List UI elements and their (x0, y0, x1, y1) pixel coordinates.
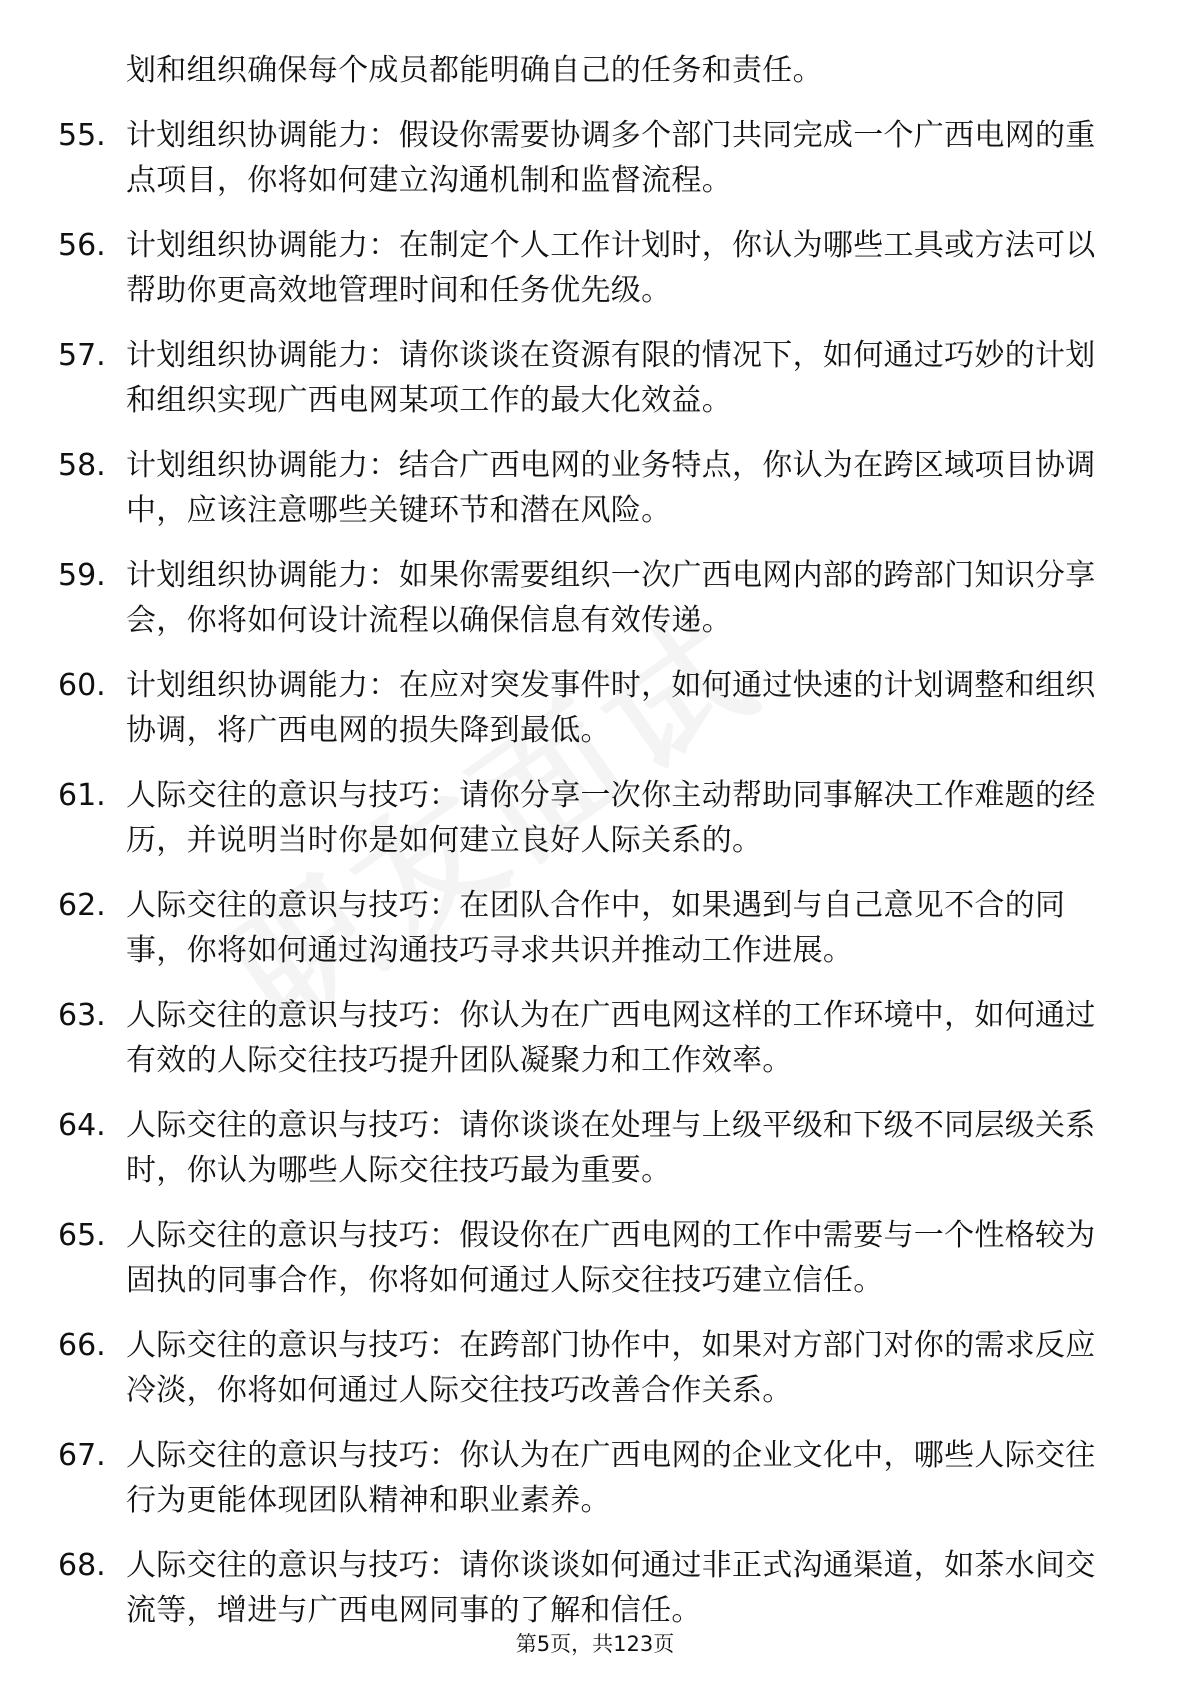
question-number: 65. (58, 1218, 106, 1253)
question-text: 计划组织协调能力：在制定个人工作计划时，你认为哪些工具或方法可以帮助你更高效地管理时间和任务优先级。 (126, 228, 1096, 308)
question-item-66 (58, 1323, 1118, 1413)
question-number: 63. (58, 998, 106, 1033)
question-number: 55. (58, 118, 106, 153)
question-number: 59. (58, 558, 106, 593)
question-item-60 (58, 663, 1118, 753)
continuation-item (58, 48, 1118, 93)
question-text: 人际交往的意识与技巧：你认为在广西电网的企业文化中，哪些人际交往行为更能体现团队精神和职业素养。 (126, 1438, 1096, 1518)
question-text: 人际交往的意识与技巧：请你谈谈如何通过非正式沟通渠道，如茶水间交流等，增进与广西电网同事的了解和信任。 (126, 1548, 1096, 1628)
question-item-67 (58, 1433, 1118, 1523)
question-number: 60. (58, 668, 106, 703)
question-text: 计划组织协调能力：请你谈谈在资源有限的情况下，如何通过巧妙的计划和组织实现广西电网某项工作的最大化效益。 (126, 338, 1096, 418)
question-item-55 (58, 113, 1118, 203)
question-item-62 (58, 883, 1118, 973)
question-item-56 (58, 223, 1118, 313)
question-text: 计划组织协调能力：假设你需要协调多个部门共同完成一个广西电网的重点项目，你将如何建立沟通机制和监督流程。 (126, 118, 1096, 198)
question-number: 66. (58, 1328, 106, 1363)
question-item-65 (58, 1213, 1118, 1303)
page-footer: 第5页，共123页 (515, 1632, 675, 1656)
question-list (58, 48, 1118, 1633)
question-number: 57. (58, 338, 106, 373)
question-number: 67. (58, 1438, 106, 1473)
question-item-68 (58, 1543, 1118, 1633)
question-item-64 (58, 1103, 1118, 1193)
question-number: 64. (58, 1108, 106, 1143)
question-number: 68. (58, 1548, 106, 1583)
question-item-61 (58, 773, 1118, 863)
question-text: 人际交往的意识与技巧：你认为在广西电网这样的工作环境中，如何通过有效的人际交往技巧提升团队凝聚力和工作效率。 (126, 998, 1096, 1078)
question-text: 计划组织协调能力：结合广西电网的业务特点，你认为在跨区域项目协调中，应该注意哪些关键环节和潜在风险。 (126, 448, 1096, 528)
question-text: 人际交往的意识与技巧：请你分享一次你主动帮助同事解决工作难题的经历，并说明当时你是如何建立良好人际关系的。 (126, 778, 1096, 858)
question-item-59 (58, 553, 1118, 643)
question-item-58 (58, 443, 1118, 533)
question-number: 58. (58, 448, 106, 483)
continuation-text: 划和组织确保每个成员都能明确自己的任务和责任。 (126, 53, 823, 88)
question-text: 人际交往的意识与技巧：假设你在广西电网的工作中需要与一个性格较为固执的同事合作，你将如何通过人际交往技巧建立信任。 (126, 1218, 1096, 1298)
question-text: 计划组织协调能力：在应对突发事件时，如何通过快速的计划调整和组织协调，将广西电网的损失降到最低。 (126, 668, 1096, 748)
question-text: 人际交往的意识与技巧：在跨部门协作中，如果对方部门对你的需求反应冷淡，你将如何通过人际交往技巧改善合作关系。 (126, 1328, 1096, 1408)
question-number: 61. (58, 778, 106, 813)
question-text: 计划组织协调能力：如果你需要组织一次广西电网内部的跨部门知识分享会，你将如何设计流程以确保信息有效传递。 (126, 558, 1096, 638)
question-number: 56. (58, 228, 106, 263)
question-text: 人际交往的意识与技巧：在团队合作中，如果遇到与自己意见不合的同事，你将如何通过沟通技巧寻求共识并推动工作进展。 (126, 888, 1066, 968)
question-item-63 (58, 993, 1118, 1083)
question-text: 人际交往的意识与技巧：请你谈谈在处理与上级平级和下级不同层级关系时，你认为哪些人际交往技巧最为重要。 (126, 1108, 1096, 1188)
question-number: 62. (58, 888, 106, 923)
question-item-57 (58, 333, 1118, 423)
